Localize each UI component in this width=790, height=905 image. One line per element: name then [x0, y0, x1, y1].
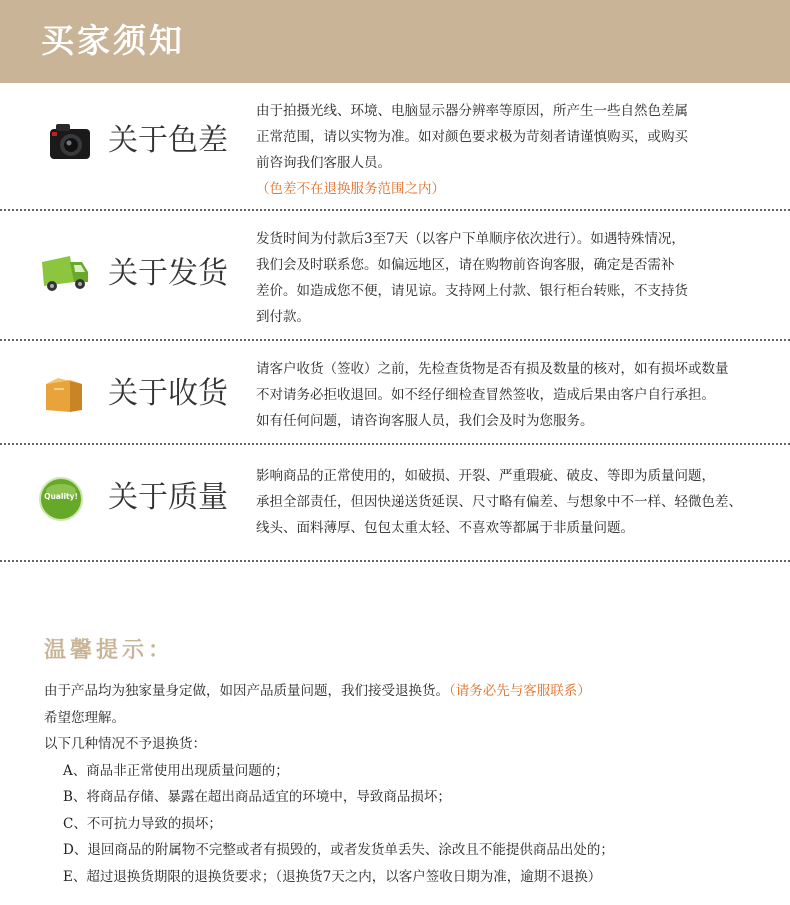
text-line: 影响商品的正常使用的，如破损、开裂、严重瑕疵、破皮、等即为质量问题，	[256, 468, 715, 484]
tips-line: 希望您理解。	[44, 709, 125, 726]
tips-body	[44, 678, 774, 890]
section-note: （色差不在退换服务范围之内）	[256, 181, 445, 197]
text-line: 我们会及时联系您。如偏远地区，请在购物前咨询客服，确定是否需补	[256, 257, 675, 273]
text-line: 到付款。	[256, 309, 310, 325]
text-line: 如有任何问题，请咨询客服人员，我们会及时为您服务。	[256, 413, 594, 429]
delivery-truck-icon	[38, 248, 86, 296]
quality-badge-icon	[38, 476, 84, 522]
quality-badge-label: Quality!	[44, 492, 78, 501]
text-line: 承担全部责任，但因快递送货延误、尺寸略有偏差、与想象中不一样、轻微色差、	[256, 494, 742, 510]
divider	[0, 560, 790, 562]
tips-text: 由于产品均为独家量身定做，如因产品质量问题，我们接受退换货。	[44, 683, 449, 699]
section-heading: 关于色差	[108, 123, 228, 158]
section-body	[256, 463, 766, 541]
text-line: 由于拍摄光线、环境、电脑显示器分辨率等原因，所产生一些自然色差属	[256, 103, 688, 119]
tips-line	[44, 678, 774, 705]
list-item: D、退回商品的附属物不完整或者有损毁的，或者发货单丢失、涂改且不能提供商品出处的；	[63, 842, 614, 858]
divider	[0, 209, 790, 211]
section-heading: 关于质量	[108, 480, 228, 515]
tips-title: 温馨提示：	[44, 638, 175, 663]
text-line: 线头、面料薄厚、包包太重太轻、不喜欢等都属于非质量问题。	[256, 520, 634, 536]
divider	[0, 339, 790, 341]
text-line: 发货时间为付款后3至7天（以客户下单顺序依次进行）。如遇特殊情况，	[256, 231, 685, 247]
tips-line: 以下几种情况不予退换货：	[44, 736, 206, 752]
list-item: C、不可抗力导致的损坏；	[63, 815, 222, 832]
list-item: B、将商品存储、暴露在超出商品适宜的环境中，导致商品损坏；	[63, 789, 451, 805]
section-body	[256, 226, 766, 330]
package-box-icon	[40, 370, 88, 418]
text-line: 不对请务必拒收退回。如不经仔细检查冒然签收，造成后果由客户自行承担。	[256, 387, 715, 403]
page-title: 买家须知	[41, 21, 185, 60]
text-line: 请客户收货（签收）之前，先检查货物是否有损及数量的核对，如有损坏或数量	[256, 361, 729, 377]
section-heading: 关于发货	[108, 256, 228, 291]
tips-note: （请务必先与客服联系）	[449, 683, 591, 699]
text-line: 差价。如造成您不便，请见谅。支持网上付款、银行柜台转账，不支持货	[256, 283, 688, 299]
section-body	[256, 356, 766, 434]
list-item: A、商品非正常使用出现质量问题的；	[63, 762, 289, 779]
list-item: E、超过退换货期限的退换货要求；（退换货7天之内，以客户签收日期为准，逾期不退换）	[63, 868, 602, 885]
text-line: 正常范围，请以实物为准。如对颜色要求极为苛刻者请谨慎购买，或购买	[256, 129, 688, 145]
section-body	[256, 98, 766, 202]
text-line: 前咨询我们客服人员。	[256, 155, 391, 171]
section-heading: 关于收货	[108, 376, 228, 411]
page-header	[0, 0, 790, 83]
camera-icon	[46, 117, 94, 165]
divider	[0, 443, 790, 445]
